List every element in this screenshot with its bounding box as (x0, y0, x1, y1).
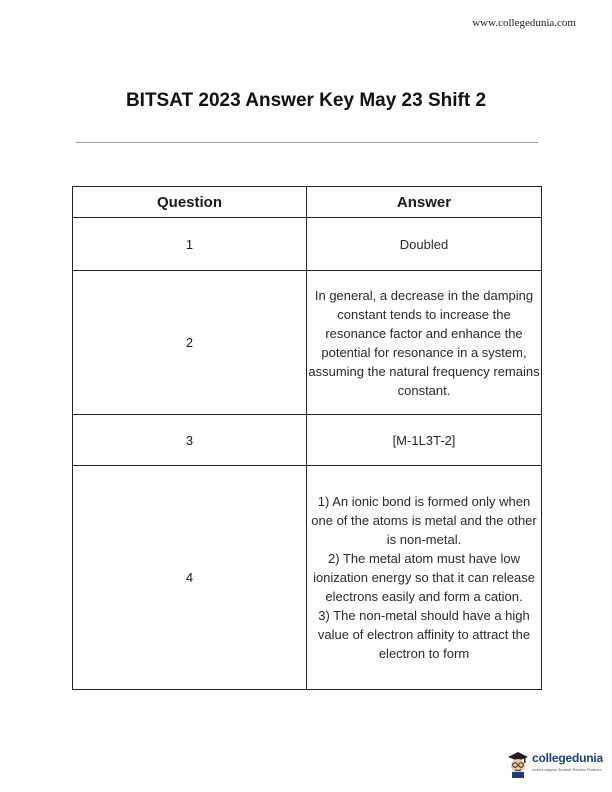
question-number: 2 (73, 271, 307, 415)
title-divider (76, 142, 538, 143)
answer-list (307, 492, 541, 663)
answer-list-item: 3) The non-metal should have a high value of electron affinity to attract the electron to form (317, 608, 531, 661)
table-row (73, 271, 542, 415)
answer-cell: [M-1L3T-2] (307, 415, 542, 466)
question-number: 1 (73, 218, 307, 271)
answer-list-item: 2) The metal atom must have low ionization energy so that it can release electrons easily and form a cation. (313, 551, 535, 604)
table-row (73, 218, 542, 271)
graduate-mascot-icon (506, 750, 530, 778)
table-header-row (73, 187, 542, 218)
question-number: 4 (73, 466, 307, 690)
answer-cell: Doubled (307, 218, 542, 271)
logo-tagline: India's largest Student Review Platform (532, 767, 602, 772)
answer-key-table (72, 186, 542, 690)
question-number: 3 (73, 415, 307, 466)
logo-text: collegedunia (532, 751, 603, 765)
page-title: BITSAT 2023 Answer Key May 23 Shift 2 (125, 90, 487, 111)
table-row (73, 415, 542, 466)
column-header-answer: Answer (307, 187, 542, 218)
site-url[interactable]: www.collegedunia.com (472, 17, 576, 29)
answer-cell: In general, a decrease in the damping constant tends to increase the resonance factor and enhance the potential for resonance in a system, assuming the natural frequency remains constant. (307, 271, 542, 415)
answer-cell (307, 466, 542, 690)
collegedunia-logo[interactable] (506, 750, 606, 780)
answer-list-item: 1) An ionic bond is formed only when one of the atoms is metal and the other is non-metal. (311, 494, 537, 547)
table-row (73, 466, 542, 690)
column-header-question: Question (73, 187, 307, 218)
